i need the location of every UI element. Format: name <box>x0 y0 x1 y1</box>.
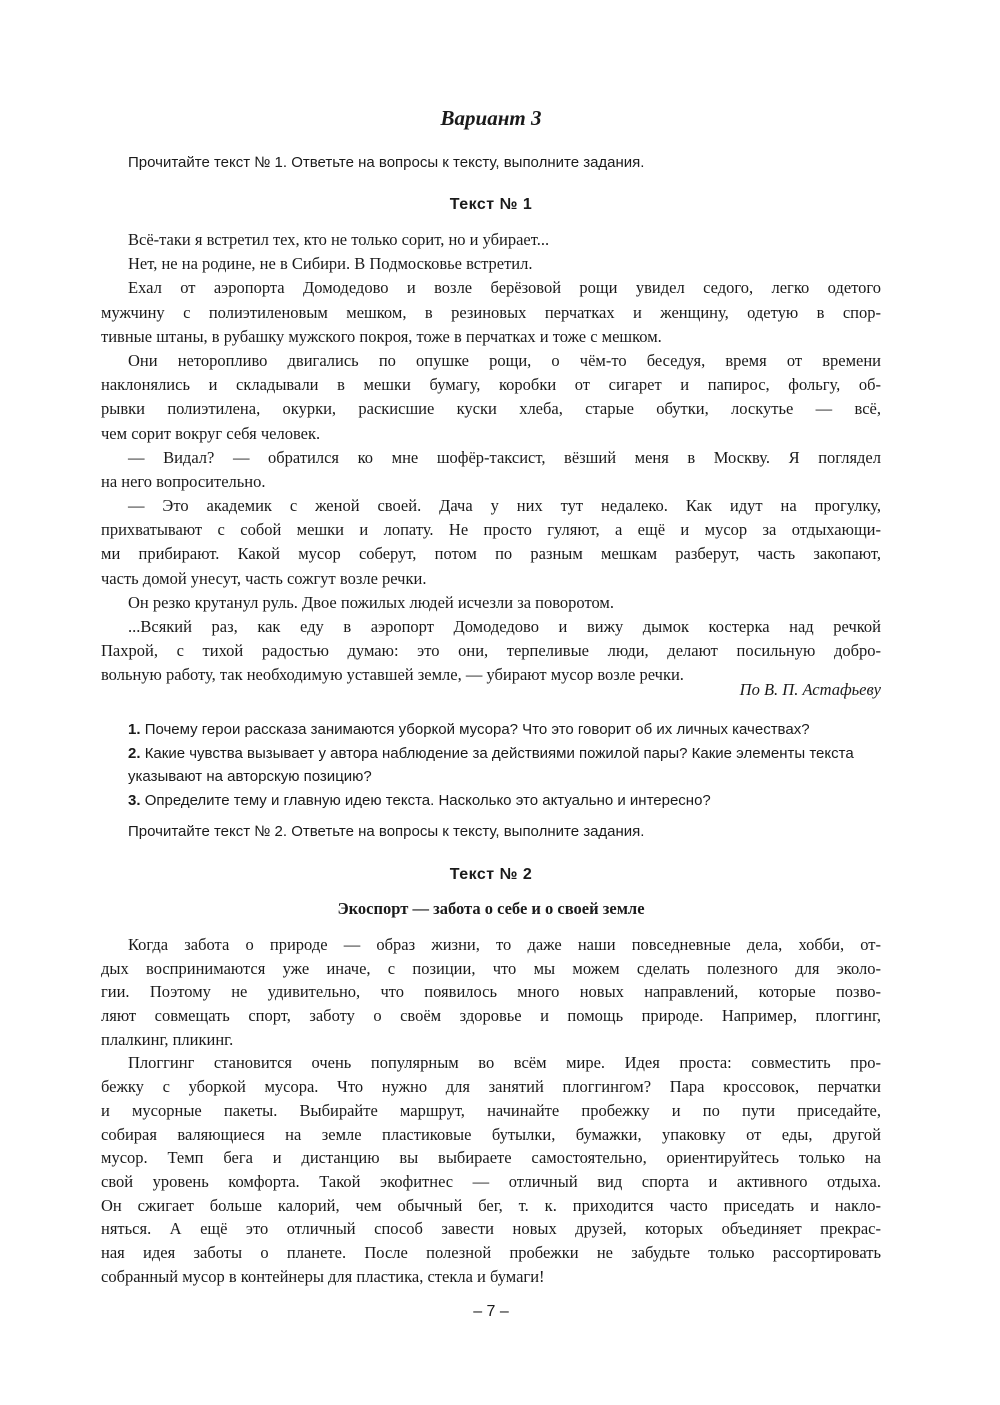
text-line: — Это академик с женой своей. Дача у них тут недалеко. Как идут на прогулку, <box>128 496 881 516</box>
paragraph <box>101 494 881 591</box>
question-number: 2. <box>128 745 141 762</box>
question-number: 1. <box>128 721 141 738</box>
text2-subtitle: Экоспорт — забота о себе и о своей земле <box>337 899 645 918</box>
paragraph <box>101 933 881 1051</box>
paragraph <box>101 349 881 446</box>
text2-heading: Текст № 2 <box>449 866 533 883</box>
text-line: свой уровень комфорта. Такой экофитнес — отличный вид спорта и активного отдыха. <box>101 1171 881 1191</box>
question-text: Почему герои рассказа занимаются уборкой мусора? Что это говорит об их личных качествах? <box>144 721 810 738</box>
text-line: Плоггинг становится очень популярным во всём мире. Идея проста: совместить про- <box>128 1053 881 1073</box>
paragraph <box>101 446 881 494</box>
text-line: на него вопросительно. <box>101 471 266 491</box>
text1-attribution: По В. П. Астафьеву <box>739 680 881 699</box>
page-number: – 7 – <box>473 1303 509 1320</box>
text-line: Он сжигает больше калорий, чем обычный бег, т. к. приходится часто приседать и накло- <box>101 1195 881 1215</box>
text-line: вольную работу, так необходимую уставшей земле, — убирают мусор возле речки. <box>101 665 684 685</box>
text-line: Когда забота о природе — образ жизни, то даже наши повседневные дела, хобби, от- <box>128 935 881 954</box>
instruction-text-2: Прочитайте текст № 2. Ответьте на вопросы к тексту, выполните задания. <box>128 823 645 840</box>
questions-list <box>128 718 881 813</box>
text-line: тивные штаны, в рубашку мужского покроя, тоже в перчатках и тоже с мешком. <box>101 326 662 346</box>
variant-title: Вариант 3 <box>440 106 542 130</box>
text-line: Они неторопливо двигались по опушке рощи, о чём-то беседуя, время от времени <box>128 350 881 370</box>
paragraph <box>101 591 881 615</box>
question-text: Какие чувства вызывает у автора наблюдение за действиями пожилой пары? Какие элементы текста указывают на авторскую позицию? <box>128 745 854 785</box>
text-line: мужчину с полиэтиленовым мешком, в резиновых перчатках и женщину, одетую в спор- <box>101 302 881 322</box>
paragraph <box>101 252 881 276</box>
text-line: — Видал? — обратился ко мне шофёр-таксист, вёзший меня в Москву. Я поглядел <box>128 447 881 467</box>
text-line: чем сорит вокруг себя человек. <box>101 423 321 443</box>
question-number: 3. <box>128 792 141 809</box>
text1-heading: Текст № 1 <box>449 196 533 213</box>
paragraph <box>101 615 881 688</box>
text-line: Всё-таки я встретил тех, кто не только сорит, но и убирает... <box>128 230 550 249</box>
question-item <box>128 789 881 812</box>
text-line: дых воспринимаются уже иначе, с позиции, что мы можем сделать полезного для эколо- <box>101 958 881 978</box>
text-line: ...Всякий раз, как еду в аэропорт Домодедово и вижу дымок костерка над речкой <box>128 617 881 636</box>
question-item <box>128 742 881 788</box>
text-line: Он резко крутанул руль. Двое пожилых людей исчезли за поворотом. <box>128 592 614 612</box>
text-line: наклонялись и складывали в мешки бумагу, коробки от сигарет и папирос, фольгу, об- <box>101 375 881 395</box>
text-line: и мусорные пакеты. Выбирайте маршрут, начинайте пробежку и по пути приседайте, <box>101 1100 881 1120</box>
text-line: прихватывают с собой мешки и лопату. Не просто гуляют, а ещё и мусор за отдыхающи- <box>101 520 881 540</box>
paragraph <box>101 1051 881 1288</box>
text-line: бежку с уборкой мусора. Что нужно для занятий плоггингом? Пара кроссовок, перчатки <box>101 1077 881 1097</box>
text-line: часть домой унесут, часть сожгут возле речки. <box>101 568 427 588</box>
paragraph <box>101 276 881 349</box>
text1-body <box>101 228 881 688</box>
text-line: Ехал от аэропорта Домодедово и возле берёзовой рощи увидел седого, легко одетого <box>128 278 881 298</box>
text-line: мусор. Темп бега и дистанцию вы выбираете самостоятельно, ориентируйтесь только на <box>101 1148 881 1168</box>
text-line: ляют совмещать спорт, заботу о своём здоровье и помощь природе. Например, плоггинг, <box>101 1006 881 1026</box>
text-line: ми прибирают. Какой мусор соберут, потом по разным мешкам разберут, часть закопают, <box>101 544 881 564</box>
text-line: Нет, не на родине, не в Сибири. В Подмосковье встретил. <box>128 254 533 274</box>
question-item <box>128 718 881 741</box>
paragraph <box>101 228 881 252</box>
text-line: плалкинг, пликинг. <box>101 1029 234 1049</box>
text-line: няться. А ещё это отличный способ завести новых друзей, которых объединяет прекрас- <box>101 1219 881 1239</box>
text-line: собранный мусор в контейнеры для пластика, стекла и бумаги! <box>101 1266 545 1286</box>
text-line: Пахрой, с тихой радостью думаю: это они, терпеливые люди, делают посильную добро- <box>101 641 881 661</box>
text-line: собирая валяющиеся на земле пластиковые бутылки, бумажки, упаковку от еды, другой <box>101 1124 881 1144</box>
text2-body <box>101 933 881 1288</box>
instruction-text-1: Прочитайте текст № 1. Ответьте на вопросы к тексту, выполните задания. <box>128 154 645 171</box>
question-text: Определите тему и главную идею текста. Насколько это актуально и интересно? <box>144 792 711 809</box>
text-line: гии. Поэтому не удивительно, что появилось много новых направлений, которые позво- <box>101 982 881 1002</box>
text-line: ная идея заботы о планете. После полезной пробежки не забудьте только рассортировать <box>101 1242 881 1262</box>
text-line: рывки полиэтилена, окурки, раскисшие куски хлеба, старые обутки, лоскутье — всё, <box>101 399 881 419</box>
